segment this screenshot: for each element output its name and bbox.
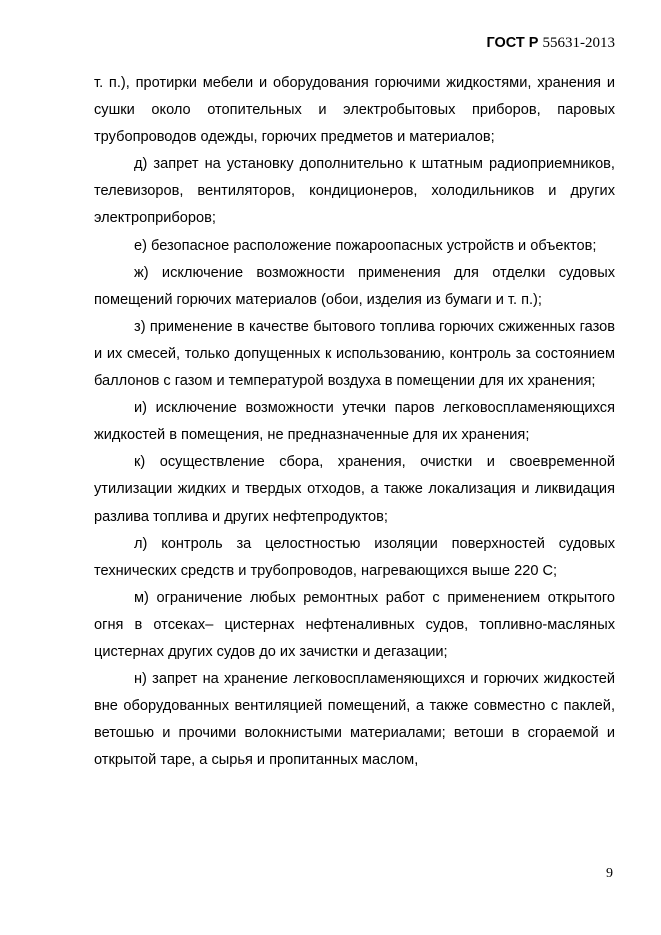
document-header [486,35,615,52]
paragraph-item-z: з) применение в качестве бытового топлива горючих сжиженных газов и их смесей, только допущенных к использованию, контроль за состоянием баллонов с газом и температурой воздуха в помещении для их хранения; [94,318,615,390]
paragraph-item-e: е) безопасное расположение пожароопасных устройств и объектов; [134,237,597,254]
paragraph-item-l: л) контроль за целостностью изоляции поверхностей судовых технических средств и трубопроводов, нагревающихся выше 220 С; [94,535,615,579]
paragraph-continuation: т. п.), протирки мебели и оборудования горючими жидкостями, хранения и сушки около отопительных и электробытовых приборов, паровых трубопроводов одежды, горючих предметов и материалов; [94,75,615,146]
paragraph-item-n: н) запрет на хранение легковоспламеняющихся и горючих жидкостей вне оборудованных вентиляцией помещений, а также совместно с паклей, ветошью и прочими волокнистыми материалами; ветоши в сгораемой и открытой таре, а сырья и пропитанных маслом, [94,671,615,769]
page-number: 9 [606,866,613,881]
paragraph-item-k: к) осуществление сбора, хранения, очистки и своевременной утилизации жидких и твердых отходов, а также локализация и ликвидация разлива топлива и других нефтепродуктов; [94,454,615,525]
paragraph-item-d: д) запрет на установку дополнительно к штатным радиоприемников, телевизоров, вентиляторов, кондиционеров, холодильников и других электроприборов; [94,156,615,227]
standard-label: ГОСТ Р [486,35,539,51]
paragraph-item-i: и) исключение возможности утечки паров легковоспламеняющихся жидкостей в помещения, не предназначенные для их хранения; [94,400,615,444]
document-body [94,70,615,774]
paragraph-item-m: м) ограничение любых ремонтных работ с применением открытого огня в отсеках– цистернах нефтеналивных судов, топливно-масляных цистернах других судов до их зачистки и дегазации; [94,589,615,660]
paragraph-item-zh: ж) исключение возможности применения для отделки судовых помещений горючих материалов (обои, изделия из бумаги и т. п.); [94,264,615,308]
standard-number: 55631-2013 [542,35,615,51]
